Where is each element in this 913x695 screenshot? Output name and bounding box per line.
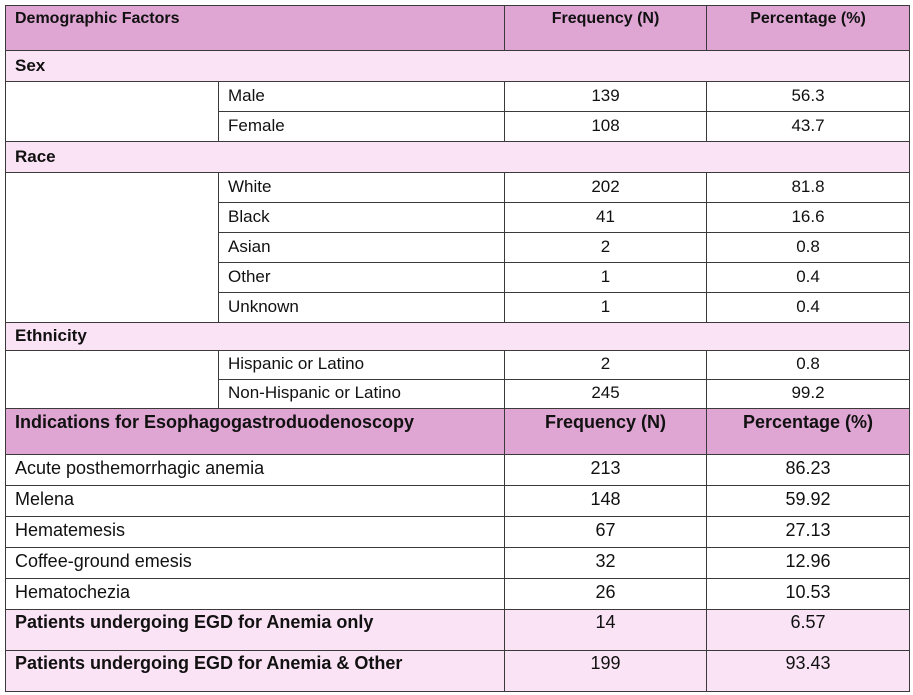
row-frequency: 32 [505, 548, 707, 579]
summary-label: Patients undergoing EGD for Anemia & Other [6, 651, 505, 692]
row-label: Hematemesis [6, 517, 505, 548]
row-frequency: 41 [505, 203, 707, 233]
summary-row [6, 610, 910, 651]
empty-cell [6, 351, 219, 409]
demographics-table [5, 5, 910, 692]
section-sex-label: Sex [6, 51, 910, 82]
row-label: Hematochezia [6, 579, 505, 610]
row-percentage: 0.8 [707, 233, 910, 263]
row-label: White [219, 173, 505, 203]
section-race-label: Race [6, 142, 910, 173]
row-frequency: 26 [505, 579, 707, 610]
row-percentage: 81.8 [707, 173, 910, 203]
table-row [6, 455, 910, 486]
summary-percentage: 93.43 [707, 651, 910, 692]
empty-cell [6, 82, 219, 142]
row-frequency: 2 [505, 351, 707, 380]
summary-percentage: 6.57 [707, 610, 910, 651]
row-frequency: 245 [505, 380, 707, 409]
row-percentage: 0.4 [707, 293, 910, 323]
section-ethnicity-label: Ethnicity [6, 323, 910, 351]
row-percentage: 99.2 [707, 380, 910, 409]
header-frequency: Frequency (N) [505, 409, 707, 455]
row-percentage: 12.96 [707, 548, 910, 579]
row-frequency: 139 [505, 82, 707, 112]
row-percentage: 10.53 [707, 579, 910, 610]
header-indications: Indications for Esophagogastroduodenoscopy [6, 409, 505, 455]
empty-cell [6, 173, 219, 323]
row-label: Other [219, 263, 505, 293]
row-frequency: 1 [505, 263, 707, 293]
table-row [6, 517, 910, 548]
row-label: Female [219, 112, 505, 142]
section-sex [6, 51, 910, 82]
row-label: Asian [219, 233, 505, 263]
row-percentage: 43.7 [707, 112, 910, 142]
row-label: Black [219, 203, 505, 233]
summary-row [6, 651, 910, 692]
row-percentage: 0.4 [707, 263, 910, 293]
row-frequency: 108 [505, 112, 707, 142]
row-percentage: 56.3 [707, 82, 910, 112]
table-row [6, 486, 910, 517]
row-percentage: 27.13 [707, 517, 910, 548]
table-row [6, 82, 910, 112]
row-percentage: 0.8 [707, 351, 910, 380]
table-row [6, 579, 910, 610]
demographics-header-row [6, 6, 910, 51]
row-label: Male [219, 82, 505, 112]
row-frequency: 1 [505, 293, 707, 323]
row-frequency: 2 [505, 233, 707, 263]
row-percentage: 86.23 [707, 455, 910, 486]
summary-label: Patients undergoing EGD for Anemia only [6, 610, 505, 651]
section-ethnicity [6, 323, 910, 351]
row-frequency: 202 [505, 173, 707, 203]
row-label: Acute posthemorrhagic anemia [6, 455, 505, 486]
row-label: Melena [6, 486, 505, 517]
summary-frequency: 14 [505, 610, 707, 651]
demographics-table-container [5, 5, 909, 692]
header-percentage: Percentage (%) [707, 409, 910, 455]
row-frequency: 67 [505, 517, 707, 548]
row-label: Hispanic or Latino [219, 351, 505, 380]
row-percentage: 59.92 [707, 486, 910, 517]
row-label: Coffee-ground emesis [6, 548, 505, 579]
indications-header-row [6, 409, 910, 455]
summary-frequency: 199 [505, 651, 707, 692]
row-frequency: 213 [505, 455, 707, 486]
table-row [6, 173, 910, 203]
table-row [6, 351, 910, 380]
section-race [6, 142, 910, 173]
row-percentage: 16.6 [707, 203, 910, 233]
header-demographic-factors: Demographic Factors [6, 6, 505, 51]
header-percentage: Percentage (%) [707, 6, 910, 51]
table-row [6, 548, 910, 579]
row-label: Non-Hispanic or Latino [219, 380, 505, 409]
header-frequency: Frequency (N) [505, 6, 707, 51]
row-label: Unknown [219, 293, 505, 323]
row-frequency: 148 [505, 486, 707, 517]
